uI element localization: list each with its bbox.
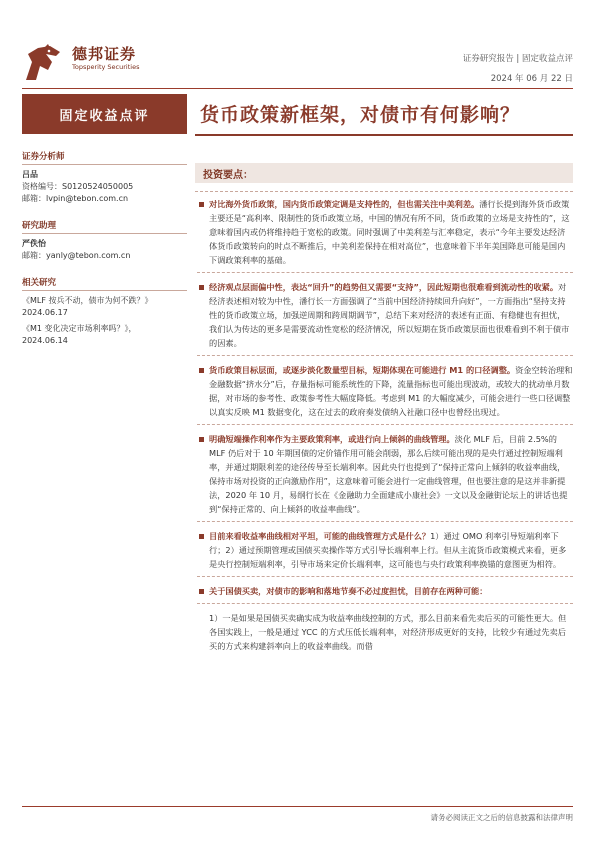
footer-disclaimer[interactable]: 请务必阅读正文之后的信息披露和法律声明 <box>430 813 573 822</box>
section-divider <box>197 603 573 604</box>
analyst-heading: 证券分析师 <box>22 152 65 162</box>
list-item <box>197 584 573 598</box>
report-type: 证券研究报告 | 固定收益点评 <box>462 54 573 64</box>
bullet-lead: 经济观点层面偏中性，表达“回升”的趋势但又需要“支持”，因此短期也很难看到流动性的收紧。 <box>209 282 559 292</box>
sidebar-divider <box>22 233 187 234</box>
sidebar-divider <box>22 290 187 291</box>
title-divider <box>195 134 573 136</box>
section-divider <box>197 272 573 273</box>
body-paragraph: 1）一是如果是国债买卖确实成为收益率曲线控制的方式，那么目前来看先卖后买的可能性更大。但各国实践上，一般是通过 YCC 的方式压低长端利率，对经济形成更好的支持，比较少有通过先卖后买的方式来构建斜率向上的收益率曲线。而借 <box>209 613 567 651</box>
list-item <box>197 529 573 571</box>
list-item <box>197 197 573 267</box>
main-content <box>197 197 573 653</box>
bullet-body: 对经济表述相对较为中性，潘行长一方面强调了“当前中国经济持续回升向好”，一方面指出“坚持支持性的货币政策立场，加强逆周期和跨周期调节”，总结下来对经济的表述有正面、有稳健也有担忧，我们认为传达的更多是需要流动性宽松的经济情况，所以短期在货币政策层面也很难看到不利于债市的因素。 <box>209 282 570 348</box>
related-link[interactable]: 《M1 变化决定市场利率吗？》， <box>22 324 137 333</box>
related-date: 2024.06.14 <box>22 336 68 345</box>
assistant-name: 严佚怡 <box>22 239 46 248</box>
category-banner: 固定收益点评 <box>22 94 187 134</box>
assistant-heading: 研究助理 <box>22 221 57 231</box>
header-divider <box>22 88 573 89</box>
bullet-body: 1）通过 OMO 利率引导短端利率下行；2）通过预期管理或国债买卖操作等方式引导长端利率上行。但从主流货币政策模式来看，更多是央行控制短端利率，引导市场来定价长端利率，这可能也与央行政策利率换锚的意图更为相符。 <box>209 531 567 569</box>
assistant-email[interactable]: 邮箱：yanly@tebon.com.cn <box>22 251 131 260</box>
bullet-body: 资金空转治理和金融数据“挤水分”后，存量指标可能系统性的下降，流量指标也可能出现波动，或较大的扰动单月数据，对市场的参考性、政策参考性大幅度降低。考虑到 M1 的大幅度减少，可能会进行一些口径调整以真实反映 M1 数据变化，这在过去的政府奏发债纳入社融口径中也曾经出现过。 <box>209 365 573 417</box>
brand-name-cn: 德邦证券 <box>72 45 137 63</box>
section-divider <box>197 355 573 356</box>
bullet-lead: 关于国债买卖，对债市的影响和落地节奏不必过度担忧，目前存在两种可能： <box>209 586 488 596</box>
related-date: 2024.06.17 <box>22 308 68 317</box>
key-points-label: 投资要点： <box>203 170 253 181</box>
related-heading: 相关研究 <box>22 278 57 288</box>
analyst-cert: 资格编号：S0120524050005 <box>22 182 134 191</box>
bullet-body: 淡化 MLF 后，目前 2.5%的 MLF 仍后对于 10 年期国债的定价锚作用可能会削弱，那么后续可能出现的是央行通过控制短端利率，并通过期限利差的途径传导至长端利率。因此央行也提到了“保持正常向上倾斜的收益率曲线，保持市场对投资的正向激励作用”，这意味着可能会进行一定曲线管理，但也要注意的是这并非新提法，2020 年 10 月，易纲行长在《金融助力全面建成小康社会》一文以及金融街论坛上的讲话也提到“保持正常的、向上倾斜的收益率曲线”。 <box>209 434 568 514</box>
key-points-divider <box>195 191 573 192</box>
list-item <box>197 363 573 419</box>
report-header <box>0 0 595 96</box>
brand-name-en: Topsperity Securities <box>72 63 140 71</box>
section-divider <box>197 521 573 522</box>
bullet-lead: 对比海外货币政策，国内货币政策定调是支持性的，但也需关注中美利差。 <box>209 199 480 209</box>
page-title: 货币政策新框架，对债市有何影响？ <box>200 104 521 126</box>
bullet-body: 潘行长提到海外货币政策主要还是“高利率、限制性的货币政策立场，中国的情况有所不同，货币政策的立场是支持性的”，这意味着国内或仍将维持趋于宽松的政策。同时强调了中美利差与汇率稳定，表示“今年主要发达经济体货币政策转向的时点不断推后，中美利差保持在相对高位”，也意味着下半年美国降息可能是国内下调政策利率的基础。 <box>209 199 570 265</box>
section-divider <box>197 576 573 577</box>
sidebar-divider <box>22 164 187 165</box>
analyst-name: 吕品 <box>22 170 38 179</box>
related-link[interactable]: 《MLF 按兵不动，债市为何不跌？》 <box>22 296 153 305</box>
bullet-lead: 目前来看收益率曲线相对平坦，可能的曲线管理方式是什么？ <box>209 531 431 541</box>
list-item <box>197 432 573 516</box>
sidebar <box>22 142 187 347</box>
report-date: 2024 年 06 月 22 日 <box>490 74 573 84</box>
footer-divider <box>22 806 573 807</box>
bullet-lead: 明确短端操作利率作为主要政策利率，或进行向上倾斜的曲线管理。 <box>209 434 455 444</box>
horse-head-logo-icon <box>22 40 66 84</box>
analyst-email[interactable]: 邮箱：lvpin@tebon.com.cn <box>22 194 129 203</box>
list-item <box>197 280 573 350</box>
bullet-lead: 货币政策目标层面，或逐步淡化数量型目标，短期体现在可能进行 M1 的口径调整。 <box>209 365 516 375</box>
section-divider <box>197 424 573 425</box>
